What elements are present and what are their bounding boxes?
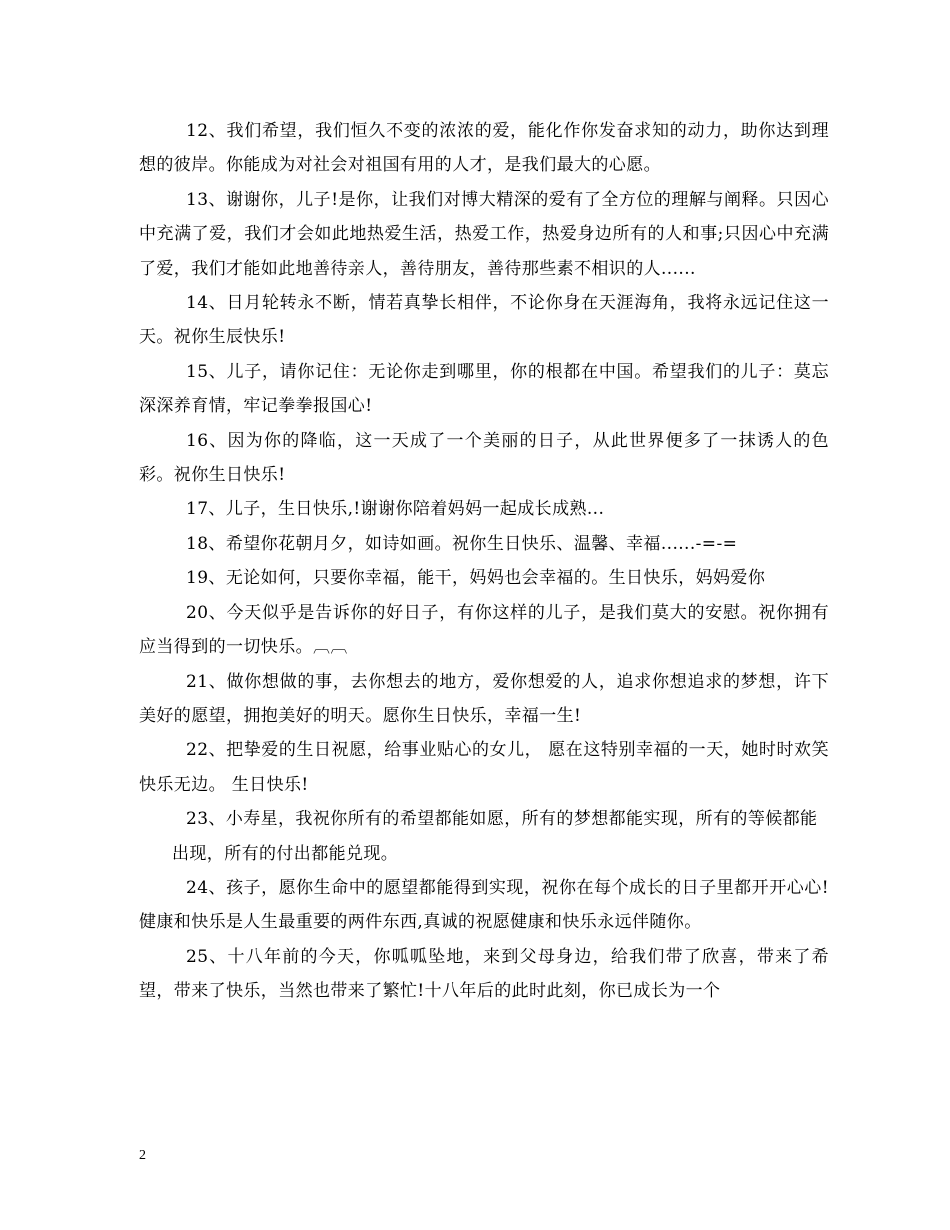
paragraph-24: 24、孩子，愿你生命中的愿望都能得到实现，祝你在每个成长的日子里都开开心心!健康和快乐是人生最重要的两件东西,真诚的祝愿健康和快乐永远伴随你。 bbox=[139, 877, 829, 933]
paragraph-12: 12、我们希望，我们恒久不变的浓浓的爱，能化作你发奋求知的动力，助你达到理想的彼岸。你能成为对社会对祖国有用的人才，是我们最大的心愿。 bbox=[139, 121, 829, 176]
page-number: 2 bbox=[139, 1148, 146, 1163]
paragraph-20: 20、今天似乎是告诉你的好日子，有你这样的儿子，是我们莫大的安慰。祝你拥有应当得到的一切快乐。︹︹ bbox=[139, 602, 829, 658]
paragraph-15: 15、儿子，请你记住：无论你走到哪里，你的根都在中国。希望我们的儿子：莫忘深深养育情，牢记拳拳报国心! bbox=[139, 361, 829, 417]
paragraph-13: 13、谢谢你，儿子!是你，让我们对博大精深的爱有了全方位的理解与阐释。只因心中充满了爱，我们才会如此地热爱生活，热爱工作，热爱身边所有的人和事;只因心中充满了爱，我们才能如此地善待亲人，善待朋友，善待那些素不相识的人...... bbox=[139, 189, 829, 279]
paragraph-19: 19、无论如何，只要你幸福，能干，妈妈也会幸福的。生日快乐，妈妈爱你 bbox=[186, 568, 766, 589]
paragraph-17: 17、儿子，生日快乐,!谢谢你陪着妈妈一起成长成熟... bbox=[186, 499, 605, 520]
paragraph-18: 18、希望你花朝月夕，如诗如画。祝你生日快乐、温馨、幸福......-=-= bbox=[186, 533, 738, 554]
paragraph-14: 14、日月轮转永不断，情若真挚长相伴，不论你身在天涯海角，我将永远记住这一天。祝你生辰快乐! bbox=[139, 293, 829, 348]
paragraph-23: 23、小寿星，我祝你所有的希望都能如愿，所有的梦想都能实现，所有的等候都能 bbox=[186, 809, 818, 830]
paragraph-25: 25、十八年前的今天，你呱呱坠地，来到父母身边，给我们带了欣喜，带来了希望，带来了快乐，当然也带来了繁忙!十八年后的此时此刻，你已成长为一个 bbox=[139, 946, 829, 1002]
paragraph-23-continued: 出现，所有的付出都能兑现。 bbox=[172, 843, 399, 864]
paragraph-21: 21、做你想做的事，去你想去的地方，爱你想爱的人，追求你想追求的梦想，许下美好的愿望，拥抱美好的明天。愿你生日快乐，幸福一生! bbox=[139, 671, 829, 726]
paragraph-16: 16、因为你的降临，这一天成了一个美丽的日子，从此世界便多了一抹诱人的色彩。祝你生日快乐! bbox=[139, 430, 829, 486]
document-body bbox=[139, 114, 829, 1009]
paragraph-22: 22、把挚爱的生日祝愿，给事业贴心的女儿， 愿在这特别幸福的一天，她时时欢笑快乐无边。 生日快乐! bbox=[139, 740, 829, 795]
